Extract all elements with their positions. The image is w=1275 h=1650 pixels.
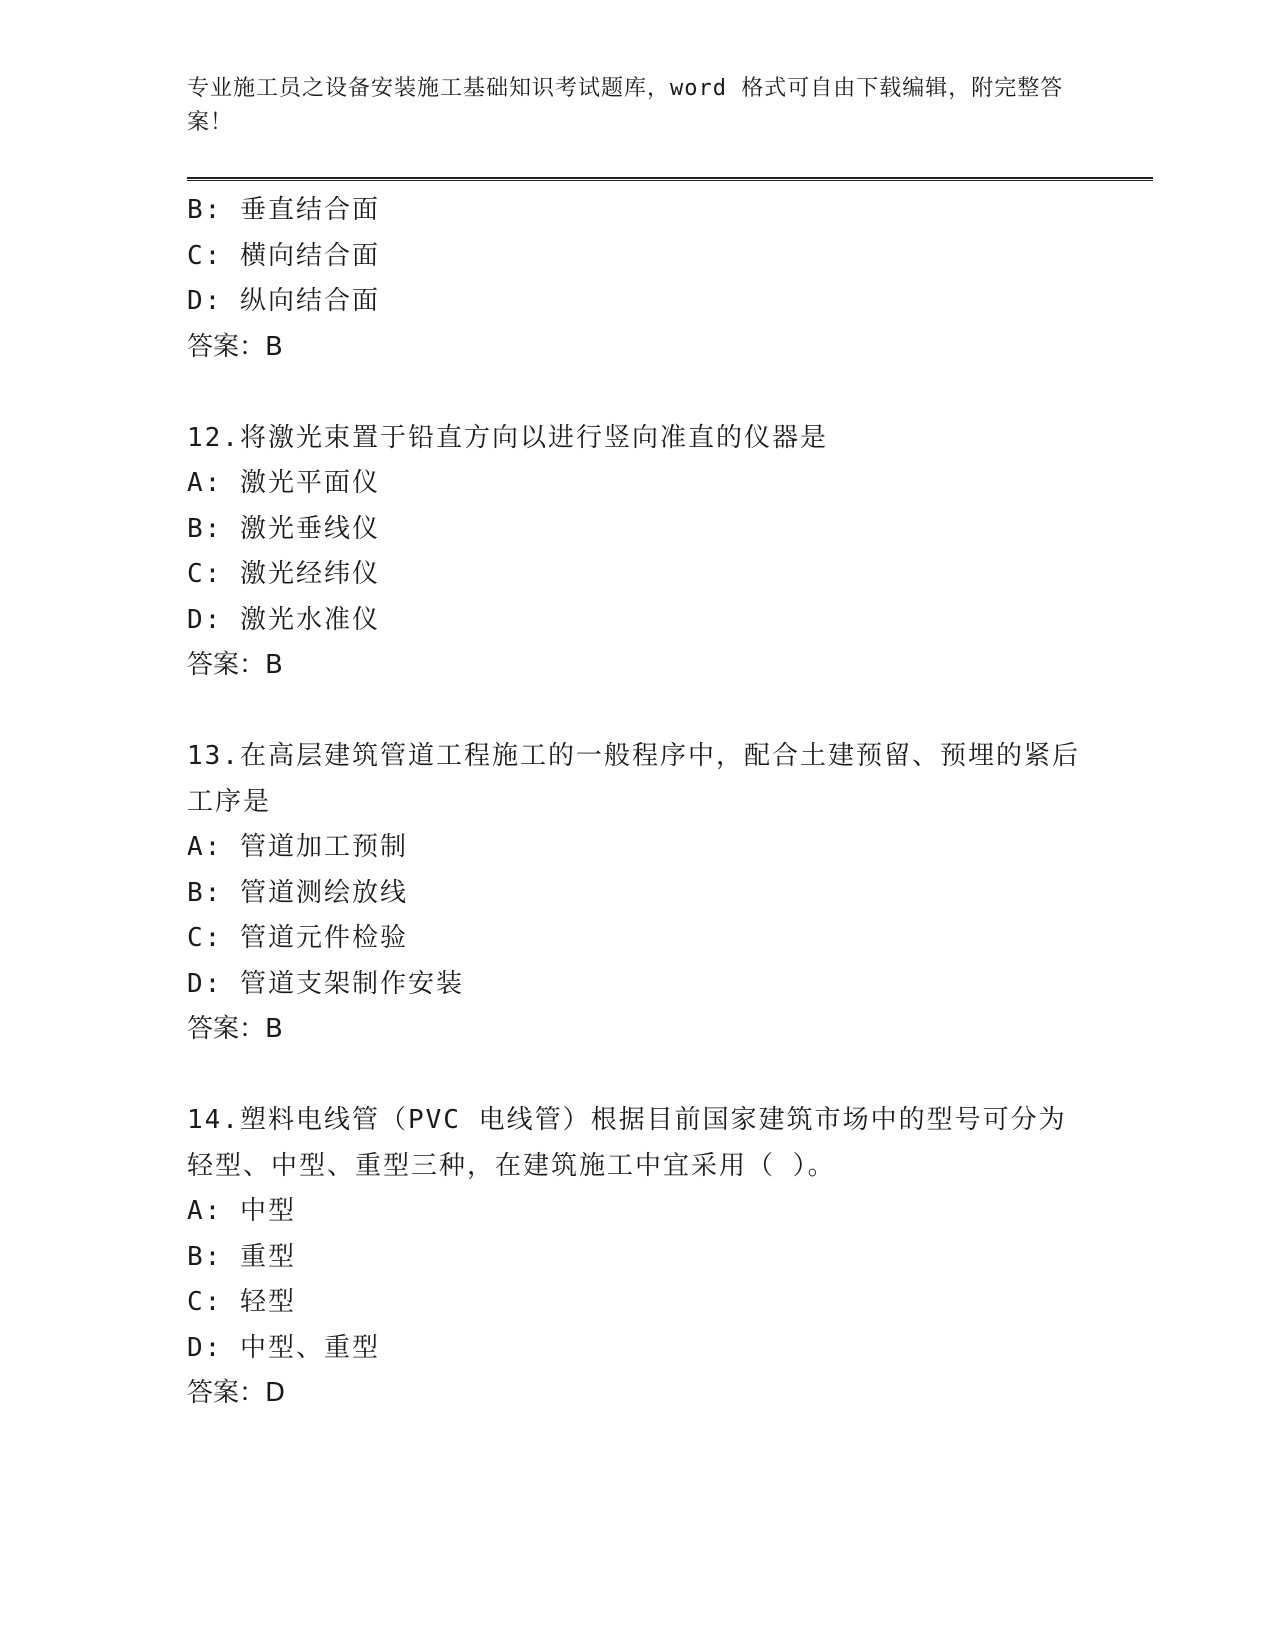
- option-d: D: 激光水准仪: [187, 604, 380, 635]
- document-header: 专业施工员之设备安装施工基础知识考试题库，word 格式可自由下载编辑，附完整答案！: [187, 76, 1064, 135]
- option-a: A: 管道加工预制: [187, 832, 408, 862]
- answer-line: 答案：B: [187, 650, 283, 680]
- question-text: 13.在高层建筑管道工程施工的一般程序中，配合土建预留、预埋的紧后工序是: [187, 741, 1080, 817]
- answer-line: 答案：B: [187, 1014, 283, 1044]
- question-text: 14.塑料电线管（PVC 电线管）根据目前国家建筑市场中的型号可分为轻型、中型、重型三种，在建筑施工中宜采用（ ）。: [187, 1105, 1067, 1181]
- option-b: B: 管道测绘放线: [187, 877, 408, 908]
- option-a: A: 激光平面仪: [187, 468, 380, 498]
- answer-line: 答案：B: [187, 331, 283, 362]
- header-divider: [187, 177, 1153, 181]
- question-item: [187, 188, 1107, 370]
- option-c: C: 激光经纬仪: [187, 559, 380, 589]
- option-c: C: 管道元件检验: [187, 923, 408, 953]
- question-item: [187, 1098, 1107, 1417]
- question-item: [187, 416, 1107, 689]
- option-d: D: 中型、重型: [187, 1332, 380, 1363]
- question-list: [187, 188, 1107, 1417]
- option-d: D: 纵向结合面: [187, 286, 380, 316]
- option-a: A: 中型: [187, 1196, 296, 1226]
- question-text: 12.将激光束置于铅直方向以进行竖向准直的仪器是: [187, 422, 828, 453]
- option-b: B: 激光垂线仪: [187, 513, 380, 544]
- option-d: D: 管道支架制作安装: [187, 968, 464, 999]
- option-c: C: 横向结合面: [187, 240, 380, 271]
- option-b: B: 垂直结合面: [187, 195, 380, 225]
- option-b: B: 重型: [187, 1241, 296, 1272]
- question-item: [187, 734, 1107, 1053]
- option-c: C: 轻型: [187, 1287, 296, 1317]
- answer-line: 答案：D: [187, 1378, 286, 1408]
